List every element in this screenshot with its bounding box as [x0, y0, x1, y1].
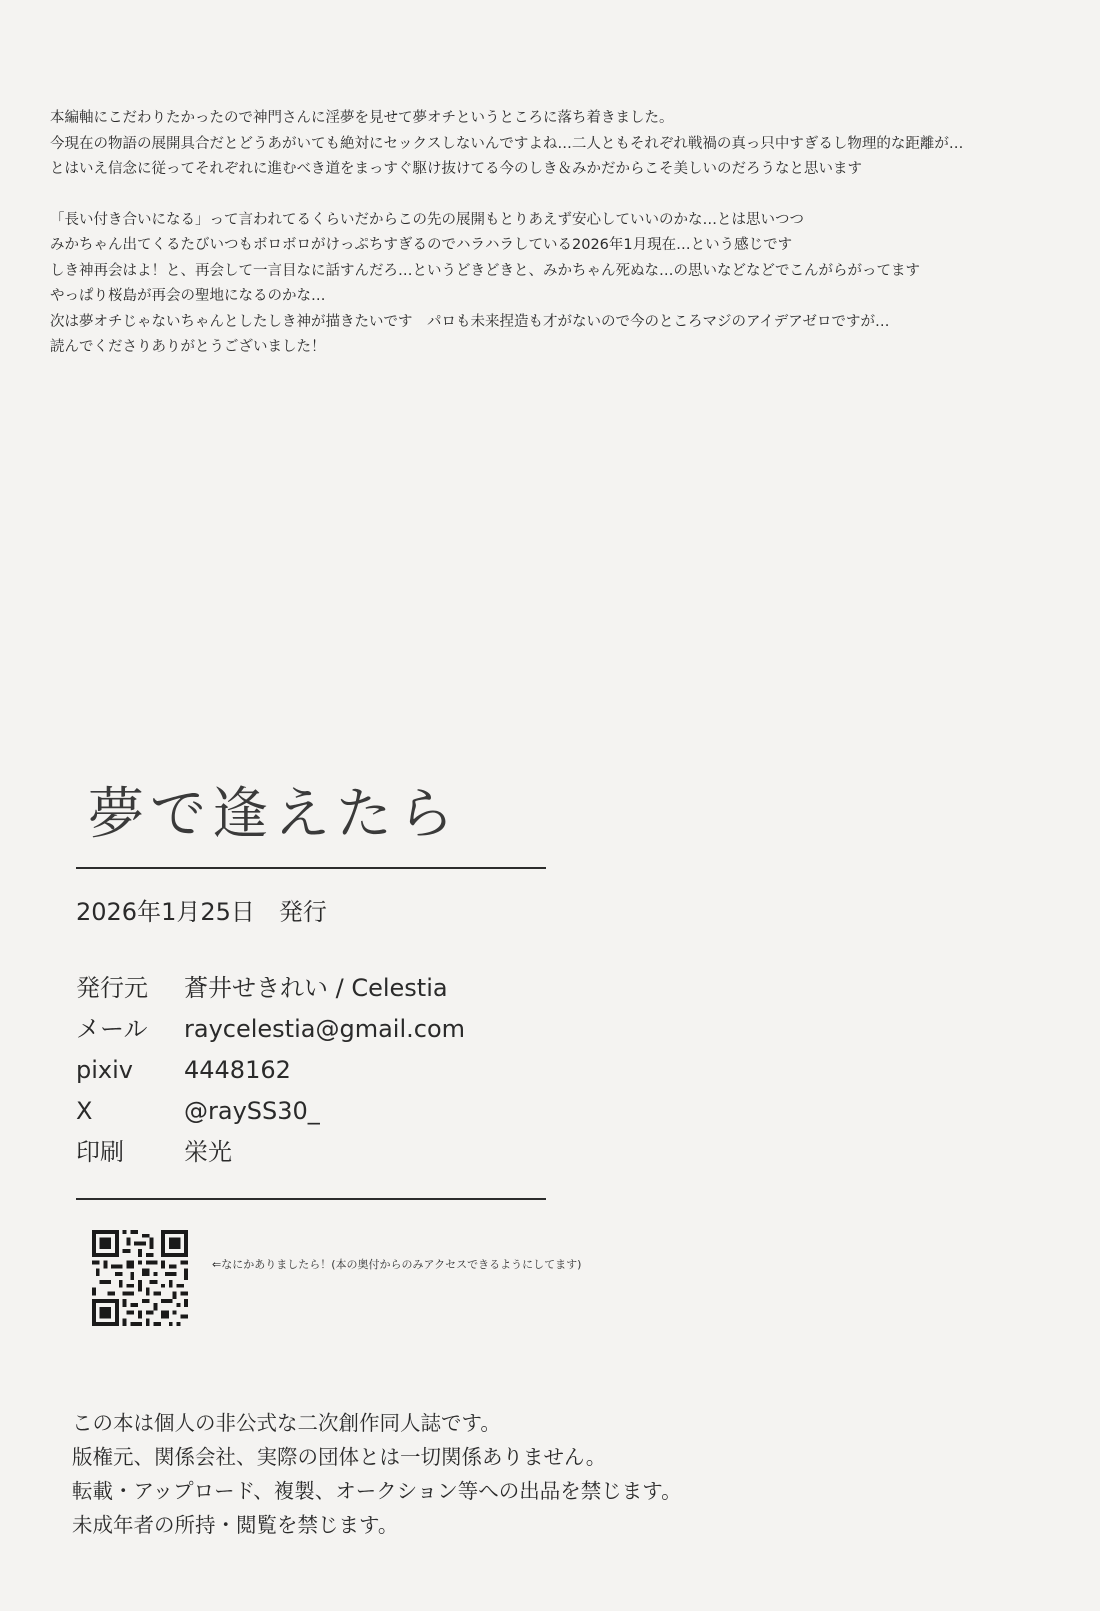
afterword-line: 次は夢オチじゃないちゃんとしたしき神が描きたいです パロも未来捏造も才がないので今のところマジのアイデアゼロですが… — [50, 313, 890, 330]
disclaimer-line: 未成年者の所持・閲覧を禁じます。 — [72, 1513, 399, 1537]
info-value: 蒼井せきれい / Celestia — [184, 974, 448, 1002]
disclaimer-line: 転載・アップロード、複製、オークション等への出品を禁じます。 — [72, 1479, 682, 1503]
afterword-line: とはいえ信念に従ってそれぞれに進むべき道をまっすぐ駆け抜けてる今のしき＆みかだからこそ美しいのだろうなと思います — [50, 161, 862, 177]
afterword-line: 本編軸にこだわりたかったので神門さんに淫夢を見せて夢オチというところに落ち着きました。 — [50, 110, 674, 126]
info-label: メール — [76, 1015, 148, 1043]
bottom-rule — [76, 1198, 546, 1200]
info-value: @raySS30_ — [184, 1097, 320, 1125]
info-value: 栄光 — [184, 1138, 232, 1166]
info-label: pixiv — [76, 1056, 133, 1084]
info-label: 発行元 — [76, 974, 148, 1002]
afterword-line: みかちゃん出てくるたびいつもボロボロがけっぷちすぎるのでハラハラしている2026年1月現在…という感じです — [50, 237, 793, 253]
info-row-publisher — [76, 968, 465, 1009]
publication-date: 2026年1月25日 発行 — [76, 898, 327, 926]
info-value: raycelestia@gmail.com — [184, 1015, 466, 1043]
info-label: X — [76, 1097, 93, 1125]
afterword-line: 「長い付き合いになる」って言われてるくらいだからこの先の展開もとりあえず安心していいのかな…とは思いつつ — [50, 211, 804, 228]
info-row-pixiv — [76, 1050, 465, 1091]
afterword-line: しき神再会はよ！と、再会して一言目なに話すんだろ…というどきどきと、みかちゃん死ぬな…の思いなどなどでこんがらがってます — [50, 262, 920, 279]
afterword-line: 今現在の物語の展開具合だとどうあがいても絶対にセックスしないんですよね…二人ともそれぞれ戦禍の真っ只中すぎるし物理的な距離が… — [50, 135, 964, 152]
afterword-line: やっぱり桜島が再会の聖地になるのかな… — [50, 288, 326, 304]
disclaimer-line: この本は個人の非公式な二次創作同人誌です。 — [72, 1411, 501, 1435]
qr-note: ⇐なにかありましたら！(本の奥付からのみアクセスできるようにしてます) — [212, 1258, 582, 1271]
info-row-x — [76, 1091, 465, 1132]
info-value: 4448162 — [184, 1056, 291, 1084]
info-row-printer — [76, 1132, 465, 1173]
afterword-line: 読んでくださりありがとうございました！ — [50, 339, 326, 355]
top-rule — [76, 867, 546, 869]
book-title: 夢で逢えたら — [88, 782, 460, 847]
disclaimer-line: 版権元、関係会社、実際の団体とは一切関係ありません。 — [72, 1445, 607, 1469]
qr-code — [92, 1230, 188, 1326]
disclaimer — [72, 1406, 682, 1542]
info-label: 印刷 — [76, 1138, 124, 1166]
qr-code-icon — [92, 1230, 188, 1326]
info-row-email — [76, 1009, 465, 1050]
afterword — [50, 106, 1060, 386]
afterword-paragraph-1 — [50, 106, 1060, 183]
colophon-info — [76, 968, 465, 1173]
afterword-paragraph-2 — [50, 208, 1060, 361]
